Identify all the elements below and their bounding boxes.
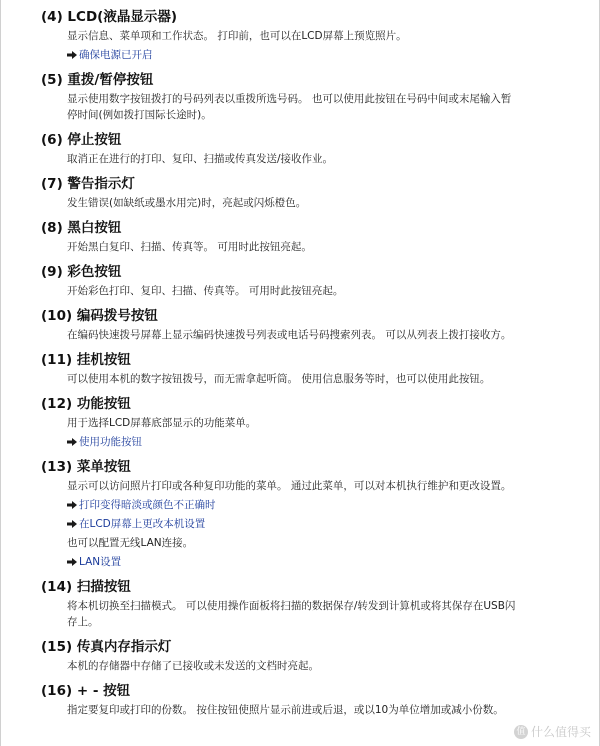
section-description: 开始黑白复印、扫描、传真等。 可用时此按钮亮起。 — [67, 241, 312, 253]
link-using-function-buttons[interactable] — [67, 434, 589, 450]
section-heading: (7) 警告指示灯 — [41, 176, 135, 192]
section-menu-button — [41, 458, 589, 570]
manual-content — [41, 8, 589, 726]
section-description: 将本机切换至扫描模式。 可以使用操作面板将扫描的数据保存/转发到计算机或将其保存在USB闪 — [67, 600, 516, 612]
link-label: 确保电源已开启 — [79, 49, 153, 61]
section-heading: (12) 功能按钮 — [41, 396, 131, 412]
arrow-right-icon — [67, 437, 77, 447]
section-heading: (8) 黑白按钮 — [41, 220, 122, 236]
section-function-buttons — [41, 395, 589, 450]
link-change-settings-on-lcd[interactable] — [67, 516, 589, 532]
section-stop-button — [41, 131, 589, 167]
section-heading: (15) 传真内存指示灯 — [41, 639, 172, 655]
section-hook-button — [41, 351, 589, 387]
section-description: 发生错误(如缺纸或墨水用完)时，亮起或闪烁橙色。 — [67, 197, 307, 209]
watermark — [514, 723, 591, 740]
section-scan-button — [41, 578, 589, 630]
link-label: 在LCD屏幕上更改本机设置 — [79, 518, 206, 530]
section-description: 也可以配置无线LAN连接。 — [67, 537, 194, 549]
section-heading: (6) 停止按钮 — [41, 132, 122, 148]
section-description: 在编码快速拨号屏幕上显示编码快速拨号列表或电话号码搜索列表。 可以从列表上拨打接收方。 — [67, 329, 512, 341]
section-description: 存上。 — [67, 616, 99, 628]
section-description: 开始彩色打印、复印、扫描、传真等。 可用时此按钮亮起。 — [67, 285, 344, 297]
section-coded-dial-button — [41, 307, 589, 343]
arrow-right-icon — [67, 500, 77, 510]
section-description: 可以使用本机的数字按钮拨号，而无需拿起听筒。 使用信息服务等时，也可以使用此按钮。 — [67, 373, 491, 385]
section-description: 指定要复印或打印的份数。 按住按钮使照片显示前进或后退，或以10为单位增加或减小份数。 — [67, 704, 504, 716]
section-lcd — [41, 8, 589, 63]
section-heading: (10) 编码拨号按钮 — [41, 308, 158, 324]
watermark-badge: 值 — [514, 725, 528, 739]
arrow-right-icon — [67, 557, 77, 567]
section-alarm-lamp — [41, 175, 589, 211]
section-heading: (9) 彩色按钮 — [41, 264, 122, 280]
section-description: 取消正在进行的打印、复印、扫描或传真发送/接收作业。 — [67, 153, 334, 165]
arrow-right-icon — [67, 519, 77, 529]
link-print-faint-or-colors-wrong[interactable] — [67, 497, 589, 513]
section-heading: (14) 扫描按钮 — [41, 579, 131, 595]
watermark-text: 什么值得买 — [530, 725, 591, 739]
section-description: 本机的存储器中存储了已接收或未发送的文档时亮起。 — [67, 660, 319, 672]
link-ensure-power-on[interactable] — [67, 47, 589, 63]
section-description: 显示使用数字按钮拨打的号码列表以重拨所选号码。 也可以使用此按钮在号码中间或末尾输入暂 — [67, 93, 512, 105]
section-heading: (13) 菜单按钮 — [41, 459, 131, 475]
section-fax-memory-lamp — [41, 638, 589, 674]
section-description: 用于选择LCD屏幕底部显示的功能菜单。 — [67, 417, 257, 429]
section-description: 显示信息、菜单项和工作状态。 打印前，也可以在LCD屏幕上预览照片。 — [67, 30, 407, 42]
link-label: LAN设置 — [79, 556, 122, 568]
link-lan-settings[interactable] — [67, 554, 589, 570]
section-heading: (5) 重拨/暂停按钮 — [41, 72, 154, 88]
section-heading: (4) LCD(液晶显示器) — [41, 9, 177, 25]
section-plus-minus-buttons — [41, 682, 589, 718]
section-description: 停时间(例如拨打国际长途时)。 — [67, 109, 212, 121]
section-description: 显示可以访问照片打印或各种复印功能的菜单。 通过此菜单，可以对本机执行维护和更改设置。 — [67, 480, 512, 492]
section-heading: (11) 挂机按钮 — [41, 352, 131, 368]
section-color-button — [41, 263, 589, 299]
arrow-right-icon — [67, 50, 77, 60]
link-label: 使用功能按钮 — [79, 436, 142, 448]
link-label: 打印变得暗淡或颜色不正确时 — [79, 499, 216, 511]
section-redial-pause-button — [41, 71, 589, 123]
section-black-button — [41, 219, 589, 255]
section-heading: (16) + - 按钮 — [41, 683, 131, 699]
